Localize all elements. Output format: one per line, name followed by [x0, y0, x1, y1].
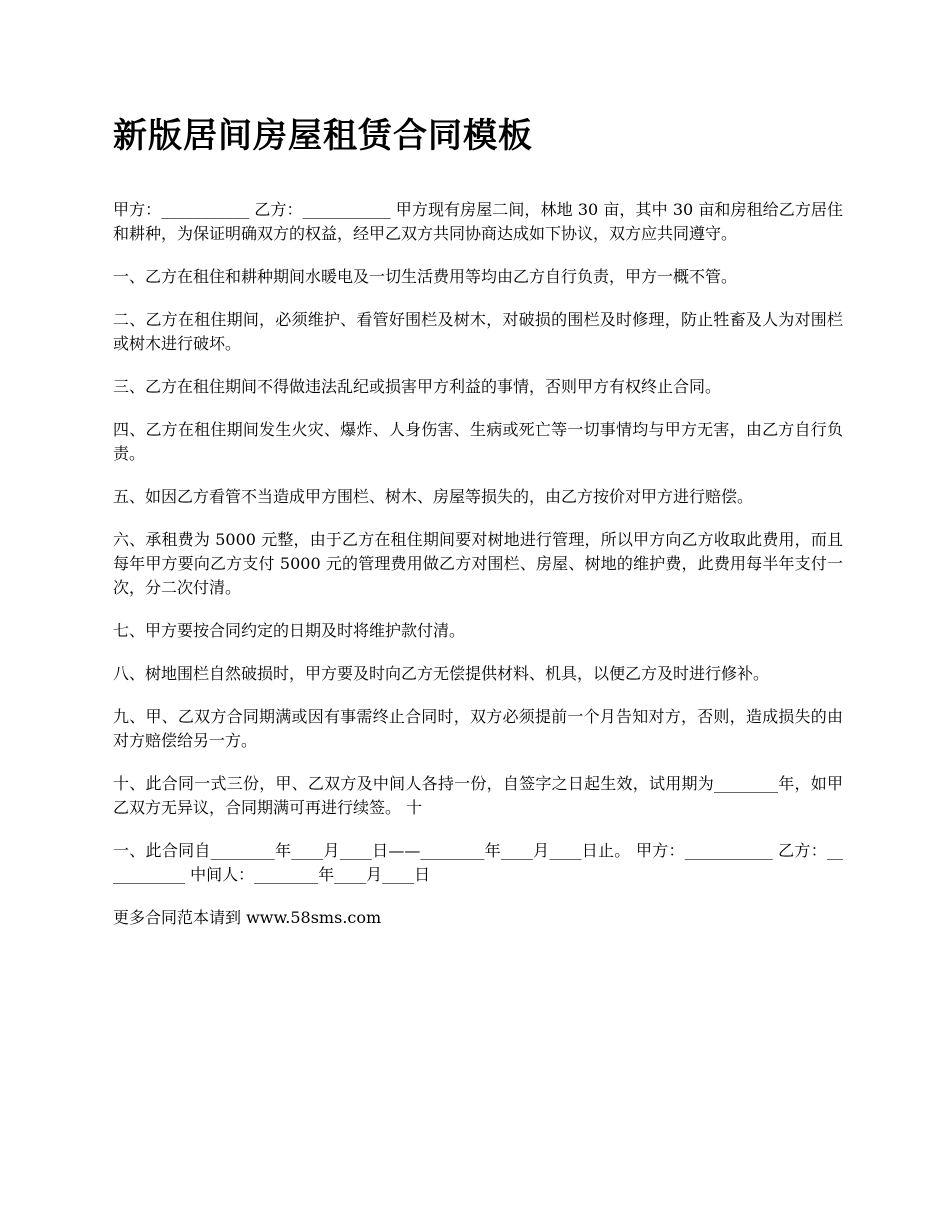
document-page	[113, 112, 843, 949]
clause-5: 五、如因乙方看管不当造成甲方围栏、树木、房屋等损失的，由乙方按价对甲方进行赔偿。	[113, 487, 754, 506]
clause-2: 二、乙方在租住期间，必须维护、看管好围栏及树木，对破损的围栏及时修理，防止牲畜及人为对围栏或树木进行破坏。	[113, 310, 843, 353]
clause-11-signature: 一、此合同自________年____月____日——________年____月____日止。 甲方：___________ 乙方：___________ 中间人：________年____月____日	[113, 841, 843, 884]
clause-8: 八、树地围栏自然破损时，甲方要及时向乙方无偿提供材料、机具，以便乙方及时进行修补。	[113, 664, 770, 683]
document-title: 新版居间房屋租赁合同模板	[113, 116, 533, 156]
clause-7: 七、甲方要按合同约定的日期及时将维护款付清。	[113, 621, 466, 640]
contract-preamble: 甲方：___________ 乙方：___________ 甲方现有房屋二间，林地 30 亩，其中 30 亩和房租给乙方居住和耕种，为保证明确双方的权益，经甲乙双方共同协商达成如下协议，双方应共同遵守。	[113, 200, 843, 243]
clause-1: 一、乙方在租住和耕种期间水暖电及一切生活费用等均由乙方自行负责，甲方一概不管。	[113, 267, 738, 286]
clause-9: 九、甲、乙双方合同期满或因有事需终止合同时，双方必须提前一个月告知对方，否则，造成损失的由对方赔偿给另一方。	[113, 707, 843, 750]
clause-6: 六、承租费为 5000 元整，由于乙方在租住期间要对树地进行管理，所以甲方向乙方收取此费用，而且每年甲方要向乙方支付 5000 元的管理费用做乙方对围栏、房屋、树地的维护费，此费用每半年支付一次，分二次付清。	[113, 530, 843, 597]
clause-3: 三、乙方在租住期间不得做违法乱纪或损害甲方利益的事情，否则甲方有权终止合同。	[113, 377, 722, 396]
clause-10: 十、此合同一式三份，甲、乙双方及中间人各持一份，自签字之日起生效，试用期为________年，如甲乙双方无异议，合同期满可再进行续签。 十	[113, 774, 843, 817]
clause-4: 四、乙方在租住期间发生火灾、爆炸、人身伤害、生病或死亡等一切事情均与甲方无害，由乙方自行负责。	[113, 420, 843, 463]
footer-more-templates: 更多合同范本请到 www.58sms.com	[113, 908, 382, 927]
